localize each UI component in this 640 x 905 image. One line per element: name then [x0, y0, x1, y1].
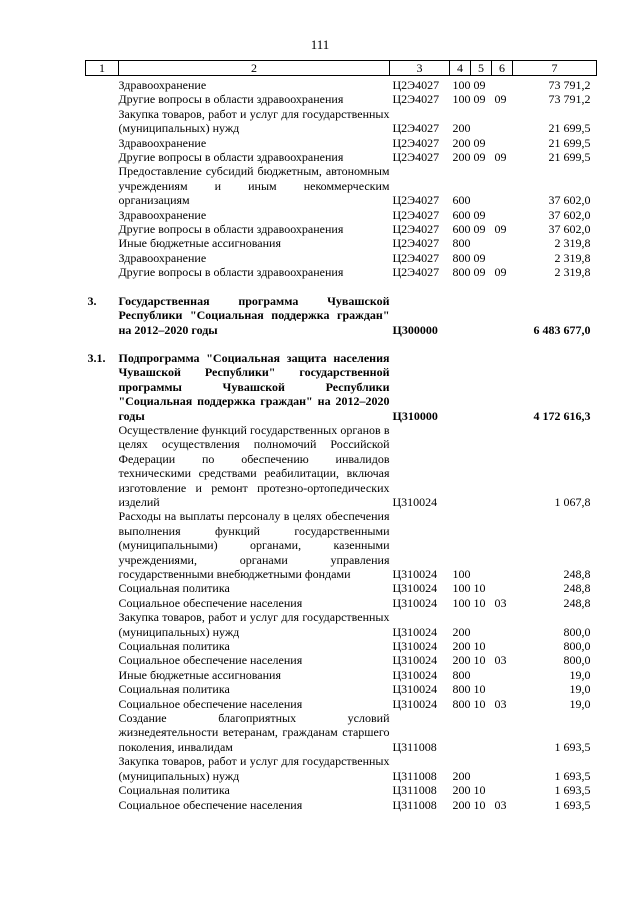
row-amount: 1 067,8 — [554, 494, 591, 509]
row-amount: 73 791,2 — [548, 78, 591, 92]
row-section: 10 — [473, 595, 486, 610]
row-index — [86, 92, 119, 106]
row-code: Ц310024 — [392, 639, 438, 654]
row-expense-type: 100 — [452, 92, 471, 107]
row-code: Ц311008 — [392, 768, 437, 783]
row-section — [471, 754, 492, 783]
row-expense-type: 800 — [452, 682, 471, 697]
row-index — [86, 150, 119, 164]
row-code: Ц310024 — [392, 567, 438, 581]
row-code: Ц2Э4027 — [392, 121, 440, 136]
row-code: Ц2Э4027 — [392, 135, 440, 150]
row-name: Социальное обеспечение населения — [118, 696, 303, 711]
row-index — [86, 697, 119, 711]
row-section: 09 — [473, 150, 486, 165]
header-cell-5: 5 — [471, 61, 492, 76]
row-expense-type: 800 — [452, 236, 471, 251]
row-code: Ц300000 — [392, 322, 438, 337]
row-subsection: 03 — [494, 653, 507, 668]
spacer-cell — [86, 280, 597, 294]
row-code: Ц310000 — [392, 408, 438, 423]
row-name: Закупка товаров, работ и услуг для государственных (муниципальных) нужд — [118, 106, 390, 136]
row-index — [86, 265, 119, 279]
row-code: Ц311008 — [392, 739, 437, 754]
row-expense-type: 200 — [452, 768, 471, 783]
row-index — [86, 208, 119, 222]
row-expense-type: 600 — [452, 222, 471, 237]
row-section — [471, 107, 492, 136]
page-number: 111 — [310, 37, 330, 52]
row-subsection — [492, 711, 513, 754]
table-row — [86, 423, 597, 509]
row-section — [471, 668, 492, 682]
row-name: Предоставление субсидий бюджетным, автономным учреждениям и иным некоммерческим организациям — [118, 164, 390, 208]
row-amount: 800,0 — [563, 653, 591, 668]
row-amount: 2 319,8 — [554, 250, 591, 265]
header-cell-1: 1 — [86, 61, 119, 76]
row-name: Социальное обеспечение населения — [118, 653, 303, 668]
header-row — [86, 61, 597, 76]
row-section — [471, 610, 492, 639]
row-subsection — [492, 136, 513, 150]
row-amount: 21 699,5 — [548, 150, 591, 165]
row-section: 10 — [473, 581, 486, 596]
row-code: Ц2Э4027 — [392, 236, 440, 251]
table-row — [86, 150, 597, 164]
row-expense-type: 100 — [452, 567, 471, 581]
row-code: Ц310024 — [392, 696, 438, 711]
table-row — [86, 596, 597, 610]
row-name: Государственная программа Чувашской Республики "Социальная поддержка граждан" на 2012–2020 годы — [118, 293, 390, 337]
table-row — [86, 92, 597, 106]
spacer-row — [86, 280, 597, 294]
row-amount: 2 319,8 — [554, 236, 591, 251]
row-subsection: 03 — [494, 696, 507, 711]
row-amount: 1 693,5 — [554, 768, 591, 783]
row-subsection: 03 — [494, 595, 507, 610]
row-index — [86, 107, 119, 136]
row-name: Здравоохранение — [118, 207, 207, 222]
row-amount: 21 699,5 — [548, 121, 591, 136]
table-body — [86, 76, 597, 812]
row-expense-type — [450, 423, 471, 509]
row-code: Ц2Э4027 — [392, 250, 440, 265]
table-row — [86, 653, 597, 667]
row-index — [86, 783, 119, 797]
table-row — [86, 222, 597, 236]
row-amount: 248,8 — [563, 595, 591, 610]
row-name: Иные бюджетные ассигнования — [118, 236, 281, 251]
row-name: Социальная политика — [118, 581, 230, 596]
row-subsection — [492, 208, 513, 222]
row-code: Ц310024 — [392, 581, 438, 596]
row-section — [471, 236, 492, 250]
table-row — [86, 251, 597, 265]
row-section: 10 — [473, 783, 486, 798]
row-code: Ц2Э4027 — [392, 265, 440, 280]
row-index — [86, 236, 119, 250]
header-cell-4: 4 — [450, 61, 471, 76]
table-row — [86, 754, 597, 783]
row-subsection: 03 — [494, 797, 507, 812]
row-code: Ц310024 — [392, 653, 438, 668]
row-expense-type: 200 — [452, 150, 471, 165]
row-section — [471, 351, 492, 423]
row-code: Ц2Э4027 — [392, 222, 440, 237]
row-subsection: 09 — [494, 265, 507, 280]
row-amount: 800,0 — [563, 639, 591, 654]
row-expense-type: 200 — [452, 121, 471, 136]
row-name: Другие вопросы в области здравоохранения — [118, 150, 344, 165]
header-cell-6: 6 — [492, 61, 513, 76]
row-amount: 4 172 616,3 — [533, 408, 591, 423]
row-name: Закупка товаров, работ и услуг для государственных (муниципальных) нужд — [118, 610, 390, 639]
table-row — [86, 697, 597, 711]
row-amount: 2 319,8 — [554, 265, 591, 280]
row-code: Ц2Э4027 — [392, 92, 440, 107]
row-subsection — [492, 294, 513, 337]
row-code: Ц310024 — [392, 667, 438, 682]
row-name: Социальная политика — [118, 783, 230, 798]
row-expense-type: 600 — [452, 207, 471, 222]
table-row — [86, 208, 597, 222]
row-index: 3. — [87, 293, 97, 308]
row-name: Закупка товаров, работ и услуг для государственных (муниципальных) нужд — [118, 754, 390, 783]
row-section — [471, 509, 492, 581]
table-row — [86, 668, 597, 682]
table-row — [86, 639, 597, 653]
table-row — [86, 798, 597, 812]
row-subsection — [492, 107, 513, 136]
row-code: Ц310024 — [392, 682, 438, 697]
row-section: 10 — [473, 682, 486, 697]
row-index — [86, 222, 119, 236]
row-expense-type: 800 — [452, 696, 471, 711]
row-code: Ц311008 — [392, 797, 437, 812]
row-index — [86, 164, 119, 207]
table-row — [86, 136, 597, 150]
row-subsection — [492, 76, 513, 93]
row-subsection — [492, 783, 513, 797]
row-index — [86, 581, 119, 595]
row-name: Создание благоприятных условий жизнедеятельности ветеранам, гражданам старшего поколения, инвалидам — [118, 711, 390, 754]
row-code: Ц311008 — [392, 783, 437, 798]
table-row — [86, 783, 597, 797]
row-amount: 248,8 — [563, 581, 591, 596]
row-subsection — [492, 581, 513, 595]
row-index — [86, 76, 119, 93]
row-expense-type — [450, 294, 471, 337]
row-name: Расходы на выплаты персоналу в целях обеспечения выполнения функций государственными (муниципальными) органами, казенными учреждениями, органами управления государственными внебюджетными фондами — [118, 509, 390, 581]
row-expense-type: 100 — [452, 78, 471, 92]
row-section: 09 — [473, 207, 486, 222]
row-amount: 21 699,5 — [548, 135, 591, 150]
row-section: 09 — [473, 92, 486, 107]
row-amount: 19,0 — [569, 682, 591, 697]
row-code: Ц310024 — [392, 494, 438, 509]
table-row — [86, 610, 597, 639]
table-row — [86, 265, 597, 279]
row-index — [86, 668, 119, 682]
row-expense-type — [450, 711, 471, 754]
row-index: 3.1. — [87, 350, 106, 365]
table-row — [86, 164, 597, 207]
row-code: Ц310024 — [392, 595, 438, 610]
row-expense-type: 800 — [452, 265, 471, 280]
table-row — [86, 682, 597, 696]
row-index — [86, 596, 119, 610]
row-index — [86, 136, 119, 150]
row-amount: 19,0 — [569, 696, 591, 711]
row-expense-type: 800 — [452, 667, 471, 682]
row-expense-type — [450, 351, 471, 423]
row-subsection — [492, 164, 513, 207]
row-section: 09 — [473, 135, 486, 150]
row-section — [471, 711, 492, 754]
row-name: Другие вопросы в области здравоохранения — [118, 92, 344, 107]
row-amount: 73 791,2 — [548, 92, 591, 107]
row-subsection — [492, 610, 513, 639]
row-section: 10 — [473, 696, 486, 711]
row-expense-type: 600 — [452, 193, 471, 208]
row-expense-type: 200 — [452, 783, 471, 798]
row-index — [86, 798, 119, 812]
row-index — [86, 653, 119, 667]
row-subsection — [492, 668, 513, 682]
row-code: Ц310024 — [392, 624, 438, 639]
header-cell-3: 3 — [390, 61, 450, 76]
row-name: Социальное обеспечение населения — [118, 797, 303, 812]
row-subsection: 09 — [494, 150, 507, 165]
row-section — [471, 294, 492, 337]
row-expense-type: 800 — [452, 250, 471, 265]
row-section: 09 — [473, 78, 486, 92]
row-expense-type: 200 — [452, 639, 471, 654]
header-cell-2: 2 — [119, 61, 390, 76]
row-section — [471, 164, 492, 207]
table-row — [86, 236, 597, 250]
row-index — [86, 639, 119, 653]
row-section: 09 — [473, 265, 486, 280]
row-subsection: 09 — [494, 92, 507, 107]
row-expense-type: 100 — [452, 595, 471, 610]
budget-table — [85, 60, 597, 812]
row-name: Здравоохранение — [118, 135, 207, 150]
row-subsection — [492, 236, 513, 250]
row-section: 09 — [473, 222, 486, 237]
row-name: Другие вопросы в области здравоохранения — [118, 222, 344, 237]
row-name: Осуществление функций государственных органов в целях осуществления полномочий Российской Федерации по обеспечению инвалидов техническими средствами реабилитации, включая изготовление и ремонт протезно-ортопедических изделий — [118, 422, 390, 509]
row-expense-type: 200 — [452, 624, 471, 639]
row-name: Здравоохранение — [118, 78, 207, 92]
row-subsection — [492, 754, 513, 783]
row-expense-type: 100 — [452, 581, 471, 596]
row-index — [86, 509, 119, 581]
header-cell-7: 7 — [513, 61, 597, 76]
row-amount: 19,0 — [569, 667, 591, 682]
row-index — [86, 251, 119, 265]
row-code: Ц2Э4027 — [392, 78, 440, 92]
row-section: 10 — [473, 653, 486, 668]
row-amount: 248,8 — [563, 567, 591, 581]
row-amount: 37 602,0 — [548, 222, 591, 237]
row-section — [471, 423, 492, 509]
table-row — [86, 294, 597, 337]
row-index — [86, 682, 119, 696]
row-subsection — [492, 682, 513, 696]
table-row — [86, 107, 597, 136]
row-expense-type: 200 — [452, 653, 471, 668]
row-name: Здравоохранение — [118, 250, 207, 265]
row-expense-type: 200 — [452, 135, 471, 150]
row-amount: 800,0 — [563, 624, 591, 639]
row-name: Иные бюджетные ассигнования — [118, 667, 281, 682]
row-index — [86, 754, 119, 783]
row-amount: 1 693,5 — [554, 797, 591, 812]
row-section: 10 — [473, 639, 486, 654]
row-amount: 1 693,5 — [554, 783, 591, 798]
row-amount: 1 693,5 — [554, 739, 591, 754]
row-name: Социальное обеспечение населения — [118, 595, 303, 610]
row-code: Ц2Э4027 — [392, 150, 440, 165]
table-row — [86, 509, 597, 581]
row-name: Социальная политика — [118, 682, 230, 697]
spacer-row — [86, 337, 597, 351]
row-amount: 6 483 677,0 — [533, 322, 591, 337]
table-row — [86, 711, 597, 754]
row-amount: 37 602,0 — [548, 193, 591, 208]
row-subsection — [492, 639, 513, 653]
row-name: Подпрограмма "Социальная защита населения Чувашской Республики" государственной программы Чувашской Республики "Социальная поддержка граждан" на 2012–2020 годы — [118, 350, 390, 423]
row-index — [86, 610, 119, 639]
row-amount: 37 602,0 — [548, 207, 591, 222]
row-index — [86, 711, 119, 754]
row-subsection — [492, 351, 513, 423]
row-subsection — [492, 509, 513, 581]
row-subsection — [492, 423, 513, 509]
table-row — [86, 76, 597, 93]
table-row — [86, 351, 597, 423]
row-section: 09 — [473, 250, 486, 265]
row-subsection: 09 — [494, 222, 507, 237]
row-name: Социальная политика — [118, 639, 230, 654]
row-code: Ц2Э4027 — [392, 207, 440, 222]
row-expense-type: 200 — [452, 797, 471, 812]
row-index — [86, 423, 119, 509]
row-subsection — [492, 251, 513, 265]
table-row — [86, 581, 597, 595]
row-section: 10 — [473, 797, 486, 812]
spacer-cell — [86, 337, 597, 351]
row-name: Другие вопросы в области здравоохранения — [118, 265, 344, 280]
row-code: Ц2Э4027 — [392, 193, 440, 208]
